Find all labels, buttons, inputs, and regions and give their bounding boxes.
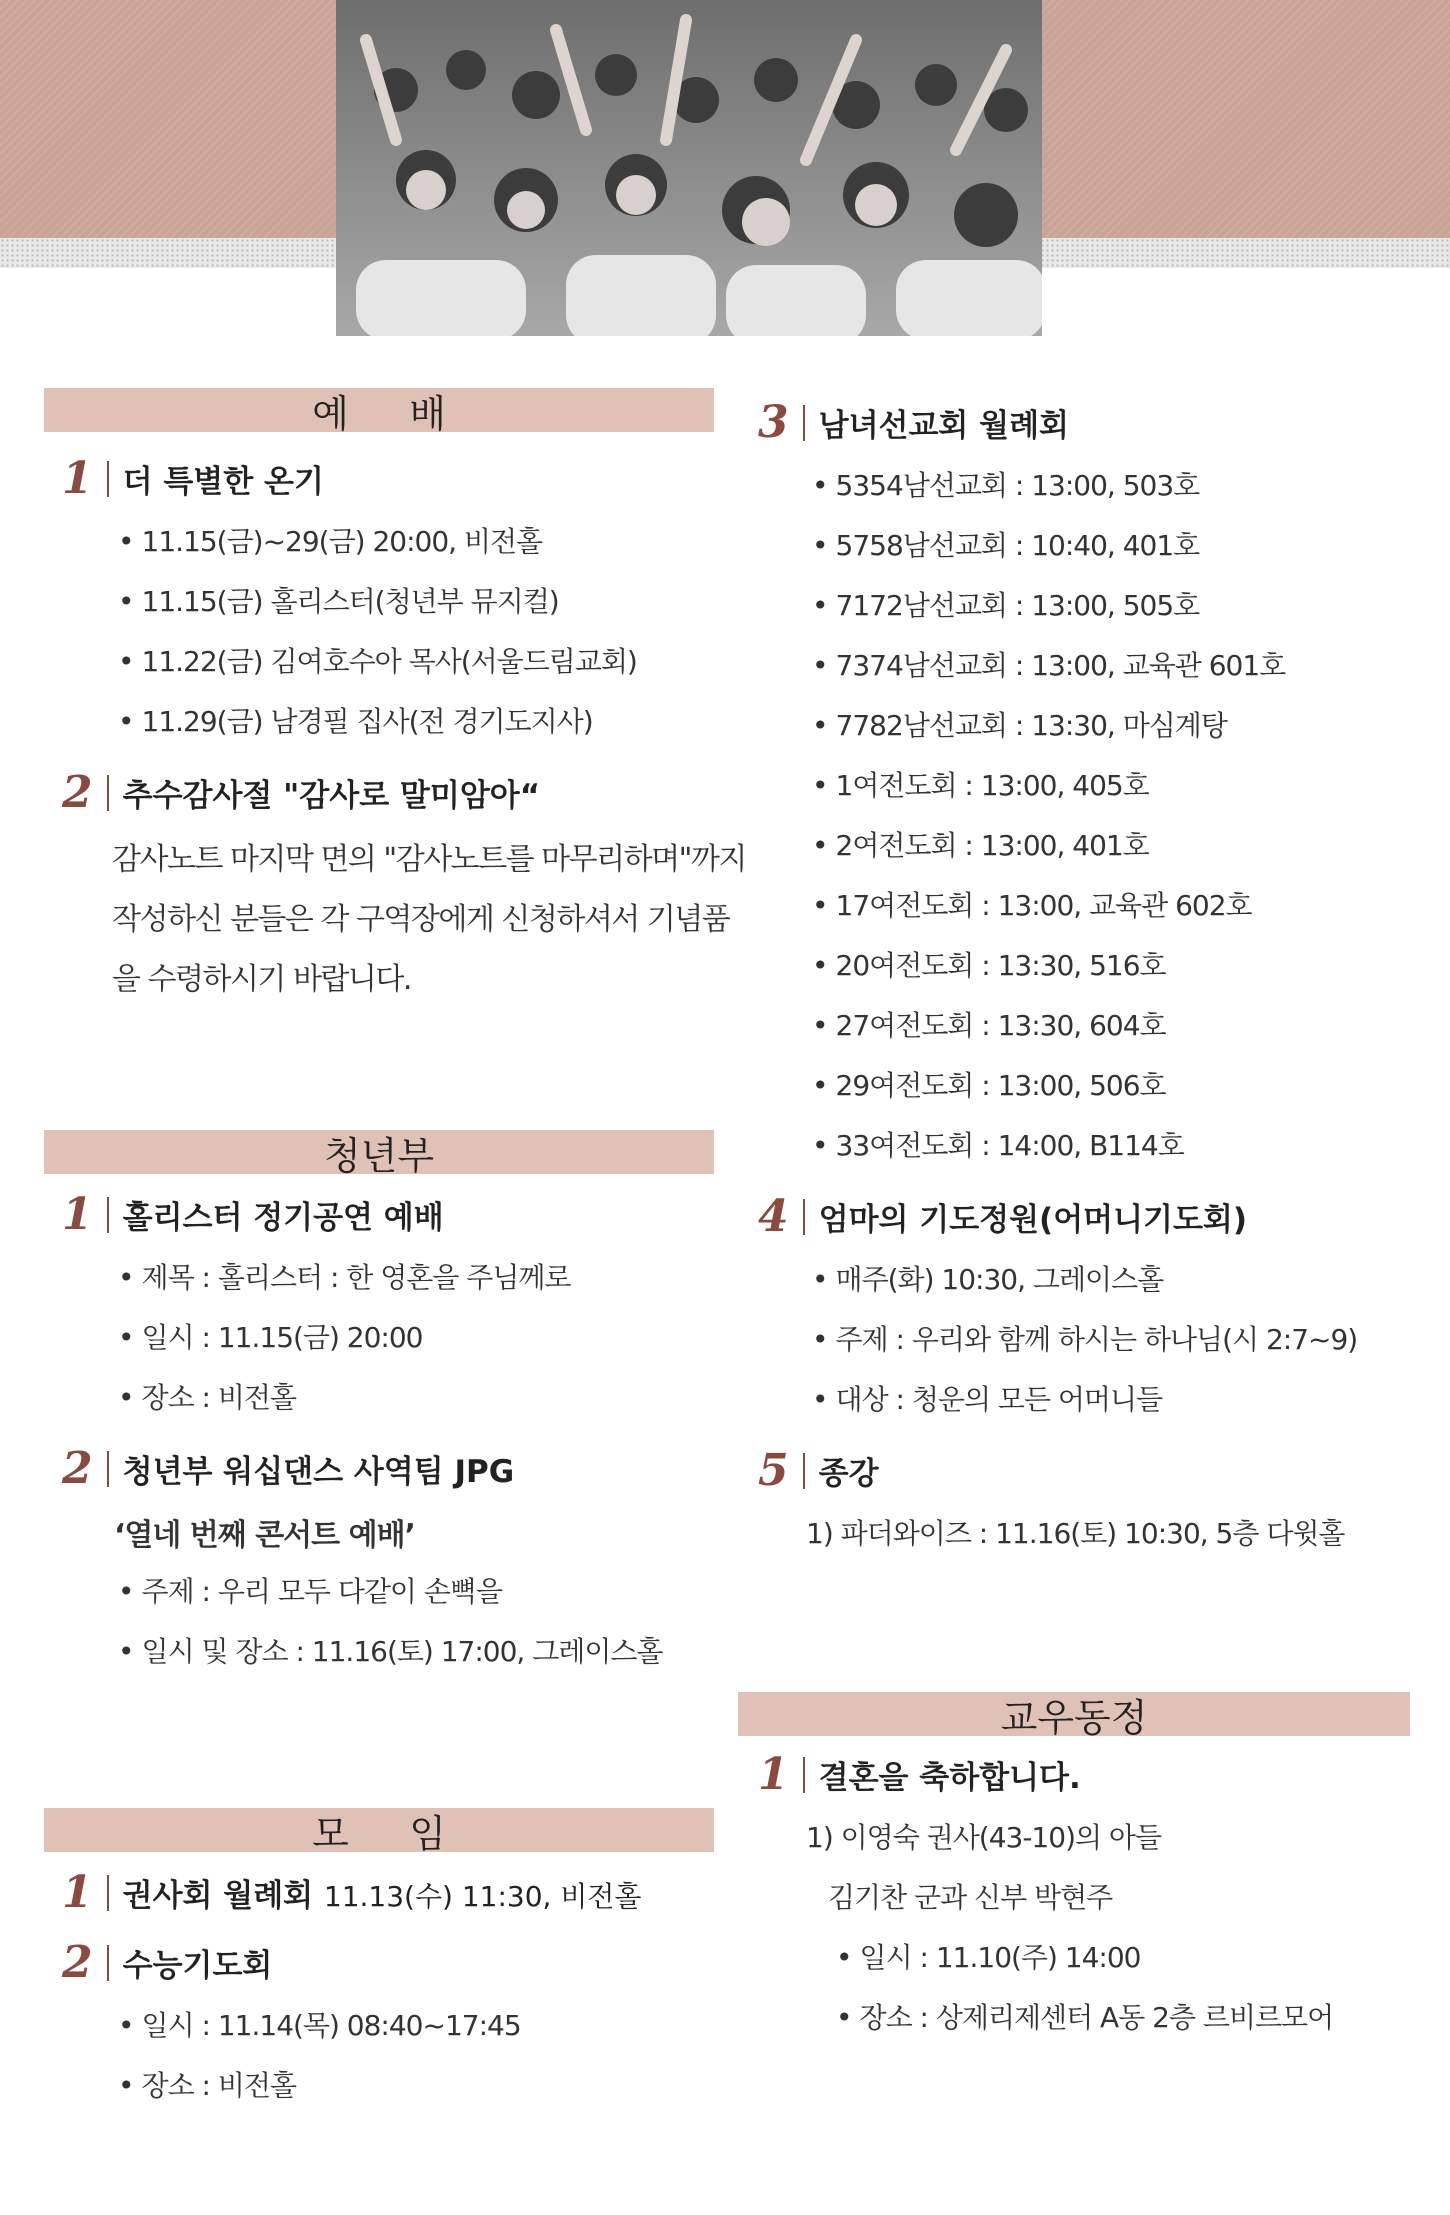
- mission-item-4-header: [758, 1190, 1248, 1242]
- item-number: 2: [62, 1442, 93, 1494]
- list-item: • 2여전도회 : 13:00, 401호: [812, 829, 1149, 862]
- item-number: 2: [62, 1936, 93, 1988]
- mission-item-4-title: 엄마의 기도정원(어머니기도회): [818, 1202, 1248, 1238]
- mission-item-3-header: [758, 396, 1069, 448]
- item-divider: [803, 1453, 805, 1489]
- paragraph-line: 을 수령하시기 바랍니다.: [112, 962, 411, 997]
- item-number: 1: [758, 1748, 789, 1800]
- item-divider: [803, 405, 805, 441]
- item-divider: [803, 1757, 805, 1793]
- list-item: • 17여전도회 : 13:00, 교육관 602호: [812, 889, 1252, 922]
- list-item: 1) 이영숙 권사(43-10)의 아들: [806, 1821, 1162, 1854]
- item-number: 1: [62, 1188, 93, 1240]
- worship-item-1-title: 더 특별한 온기: [122, 464, 324, 500]
- meeting-item-2-header: [62, 1936, 273, 1988]
- list-item: • 제목 : 홀리스터 : 한 영혼을 주님께로: [118, 1261, 571, 1294]
- youth-heading: 청년부: [323, 1133, 435, 1178]
- list-item: • 1여전도회 : 13:00, 405호: [812, 769, 1149, 802]
- list-item: • 11.15(금)~29(금) 20:00, 비전홀: [118, 525, 543, 558]
- youth-item-2-header: [62, 1442, 515, 1494]
- mission-item-5-title: 종강: [818, 1456, 879, 1492]
- item-number: 3: [758, 396, 789, 448]
- list-item: • 27여전도회 : 13:30, 604호: [812, 1009, 1166, 1042]
- list-item: • 대상 : 청운의 모든 어머니들: [812, 1383, 1163, 1416]
- item-number: 4: [758, 1190, 789, 1242]
- worship-item-2-title: 추수감사절 "감사로 말미암아“: [122, 778, 541, 814]
- item-divider: [803, 1199, 805, 1235]
- item-divider: [107, 1875, 109, 1911]
- meeting-item-2-title: 수능기도회: [122, 1948, 273, 1984]
- fellowship-section-header: [738, 1692, 1410, 1740]
- worship-item-2-header: [62, 766, 541, 818]
- paragraph-line: 작성하신 분들은 각 구역장에게 신청하셔서 기념품: [112, 902, 730, 937]
- youth-item-2-title: 청년부 워십댄스 사역팀 JPG: [122, 1454, 515, 1490]
- list-item: • 11.29(금) 남경필 집사(전 경기도지사): [118, 705, 593, 738]
- worship-item-1-header: [62, 452, 324, 504]
- list-item: • 5758남선교회 : 10:40, 401호: [812, 529, 1200, 562]
- list-item: • 일시 및 장소 : 11.16(토) 17:00, 그레이스홀: [118, 1635, 663, 1668]
- item-divider: [107, 1197, 109, 1233]
- item-number: 2: [62, 766, 93, 818]
- item-number: 5: [758, 1444, 789, 1496]
- meeting-item-1-detail: 11.13(수) 11:30, 비전홀: [323, 1880, 642, 1913]
- youth-section-header: [44, 1130, 714, 1178]
- item-divider: [107, 1451, 109, 1487]
- list-item: • 장소 : 비전홀: [118, 1381, 296, 1414]
- meeting-section-header: [44, 1808, 714, 1856]
- mission-item-3-title: 남녀선교회 월례회: [818, 408, 1069, 444]
- worship-heading: 예 배: [312, 391, 446, 436]
- list-item: • 일시 : 11.10(주) 14:00: [836, 1941, 1141, 1974]
- item-number: 1: [62, 1866, 93, 1918]
- paragraph-line: 감사노트 마지막 면의 "감사노트를 마무리하며"까지: [112, 842, 746, 877]
- list-item: • 7172남선교회 : 13:00, 505호: [812, 589, 1200, 622]
- list-item: • 5354남선교회 : 13:00, 503호: [812, 469, 1200, 502]
- list-item: • 33여전도회 : 14:00, B114호: [812, 1129, 1184, 1162]
- meeting-heading: 모 임: [312, 1811, 446, 1856]
- list-item: • 주제 : 우리 모두 다같이 손뼉을: [118, 1575, 503, 1608]
- fellowship-heading: 교우동정: [1000, 1695, 1148, 1740]
- list-item: 김기찬 군과 신부 박현주: [828, 1881, 1113, 1914]
- list-item: 1) 파더와이즈 : 11.16(토) 10:30, 5층 다윗홀: [806, 1517, 1345, 1550]
- list-item: • 일시 : 11.14(목) 08:40~17:45: [118, 2009, 521, 2042]
- list-item: • 7782남선교회 : 13:30, 마심계탕: [812, 709, 1227, 742]
- list-item: • 20여전도회 : 13:30, 516호: [812, 949, 1166, 982]
- youth-item-2-subtitle: ‘열네 번째 콘서트 예배’: [114, 1518, 415, 1553]
- item-divider: [107, 775, 109, 811]
- item-divider: [107, 461, 109, 497]
- list-item: • 일시 : 11.15(금) 20:00: [118, 1321, 423, 1354]
- fellowship-item-1-header: [758, 1748, 1081, 1800]
- list-item: • 주제 : 우리와 함께 하시는 하나님(시 2:7~9): [812, 1323, 1358, 1356]
- list-item: • 11.15(금) 홀리스터(청년부 뮤지컬): [118, 585, 559, 618]
- list-item: • 장소 : 비전홀: [118, 2069, 296, 2102]
- list-item: • 매주(화) 10:30, 그레이스홀: [812, 1263, 1164, 1296]
- list-item: • 장소 : 상제리제센터 A동 2층 르비르모어: [836, 2001, 1334, 2034]
- youth-item-1-title: 홀리스터 정기공연 예배: [122, 1200, 444, 1236]
- mission-item-5-header: [758, 1444, 879, 1496]
- congregation-photo: [336, 0, 1042, 336]
- list-item: • 7374남선교회 : 13:00, 교육관 601호: [812, 649, 1286, 682]
- item-number: 1: [62, 452, 93, 504]
- fellowship-item-1-title: 결혼을 축하합니다.: [818, 1760, 1081, 1796]
- item-divider: [107, 1945, 109, 1981]
- youth-item-1-header: [62, 1188, 444, 1240]
- list-item: • 11.22(금) 김여호수아 목사(서울드림교회): [118, 645, 637, 678]
- list-item: • 29여전도회 : 13:00, 506호: [812, 1069, 1166, 1102]
- meeting-item-1-title: 권사회 월례회 11.13(수) 11:30, 비전홀: [122, 1878, 642, 1914]
- meeting-item-1-header: [62, 1866, 642, 1918]
- worship-section-header: [44, 388, 714, 436]
